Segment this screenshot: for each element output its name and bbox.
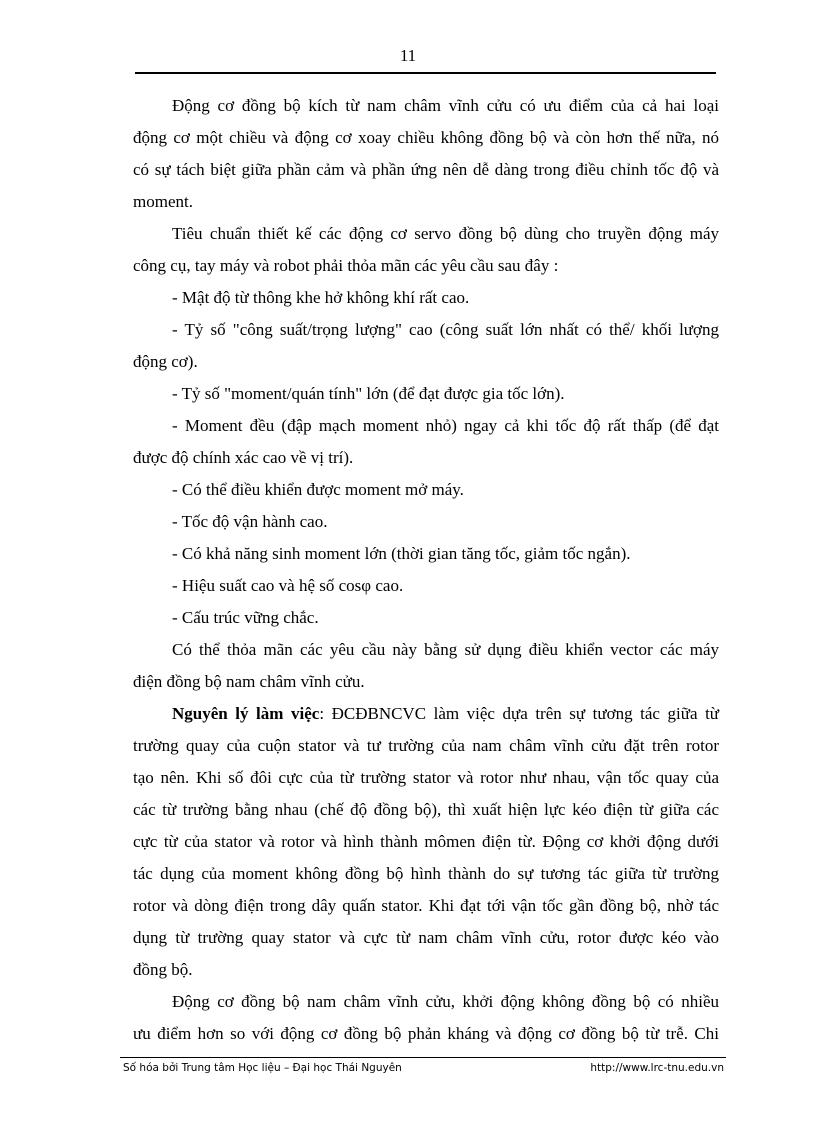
- text-run: : ĐCĐBNCVC làm việc dựa trên sự tương tác giữa từ: [319, 704, 719, 723]
- text-line: tạo nên. Khi số đôi cực của từ trường stator và rotor như nhau, vận tốc quay của: [133, 768, 719, 787]
- text-line: điện đồng bộ nam châm vĩnh cửu.: [133, 672, 365, 691]
- text-line: Có thể thỏa mãn các yêu cầu này bằng sử dụng điều khiển vector các máy: [172, 640, 719, 659]
- text-line: ưu điểm hơn so với động cơ đồng bộ phản kháng và động cơ đồng bộ từ trễ. Chi: [133, 1024, 719, 1043]
- text-line: Tiêu chuẩn thiết kế các động cơ servo đồng bộ dùng cho truyền động máy: [172, 224, 719, 243]
- page-number: 11: [399, 46, 417, 65]
- text-line: rotor và dòng điện trong dây quấn stator. Khi đạt tới vận tốc gần đồng bộ, nhờ tác: [133, 896, 719, 915]
- text-line: được độ chính xác cao về vị trí).: [133, 448, 354, 467]
- text-line: trường quay của cuộn stator và tư trường của nam châm vĩnh cửu đặt trên rotor: [133, 736, 719, 755]
- text-line: - Cấu trúc vững chắc.: [172, 608, 319, 627]
- text-line: Động cơ đồng bộ nam châm vĩnh cửu, khởi động không đồng bộ có nhiều: [172, 992, 719, 1011]
- text-line: động cơ một chiều và động cơ xoay chiều không đồng bộ và còn hơn thế nữa, nó: [133, 128, 719, 147]
- footer-url[interactable]: http://www.lrc-tnu.edu.vn: [590, 1062, 724, 1074]
- text-line: đồng bộ.: [133, 960, 193, 979]
- text-line: - Tốc độ vận hành cao.: [172, 512, 328, 531]
- text-line: các từ trường bằng nhau (chế độ đồng bộ), thì xuất hiện lực kéo điện từ giữa các: [133, 800, 719, 819]
- text-line: - Hiệu suất cao và hệ số cosφ cao.: [172, 576, 404, 595]
- text-line: có sự tách biệt giữa phần cảm và phần ứng nên dễ dàng trong điều chỉnh tốc độ và: [133, 160, 719, 179]
- text-line: dụng từ trường quay stator và cực từ nam châm vĩnh cửu, rotor được kéo vào: [133, 928, 719, 947]
- text-line: cực từ của stator và rotor và hình thành mômen điện từ. Động cơ khởi động dưới: [133, 832, 719, 851]
- text-line: - Tỷ số "moment/quán tính" lớn (để đạt được gia tốc lớn).: [172, 384, 565, 403]
- text-line: [172, 699, 719, 729]
- text-line: - Tỷ số "công suất/trọng lượng" cao (công suất lớn nhất có thể/ khối lượng: [172, 320, 719, 339]
- text-line: - Có khả năng sinh moment lớn (thời gian tăng tốc, giảm tốc ngắn).: [172, 544, 631, 563]
- footer-credit: Số hóa bởi Trung tâm Học liệu – Đại học Thái Nguyên: [123, 1062, 402, 1074]
- text-line: công cụ, tay máy và robot phải thỏa mãn các yêu cầu sau đây :: [133, 256, 559, 275]
- footer-rule: [120, 1057, 726, 1058]
- header-rule: [135, 72, 716, 74]
- text-line: - Mật độ từ thông khe hở không khí rất cao.: [172, 288, 470, 307]
- text-line: moment.: [133, 192, 193, 211]
- text-line: - Moment đều (đập mạch moment nhỏ) ngay cả khi tốc độ rất thấp (để đạt: [172, 416, 719, 435]
- text-line: - Có thể điều khiển được moment mở máy.: [172, 480, 464, 499]
- text-line: động cơ).: [133, 352, 198, 371]
- text-line: tác dụng của moment không đồng bộ hình thành do sự tương tác giữa từ trường: [133, 864, 719, 883]
- text-line: Động cơ đồng bộ kích từ nam châm vĩnh cửu có ưu điểm của cả hai loại: [172, 96, 719, 115]
- bold-heading: Nguyên lý làm việc: [172, 704, 320, 723]
